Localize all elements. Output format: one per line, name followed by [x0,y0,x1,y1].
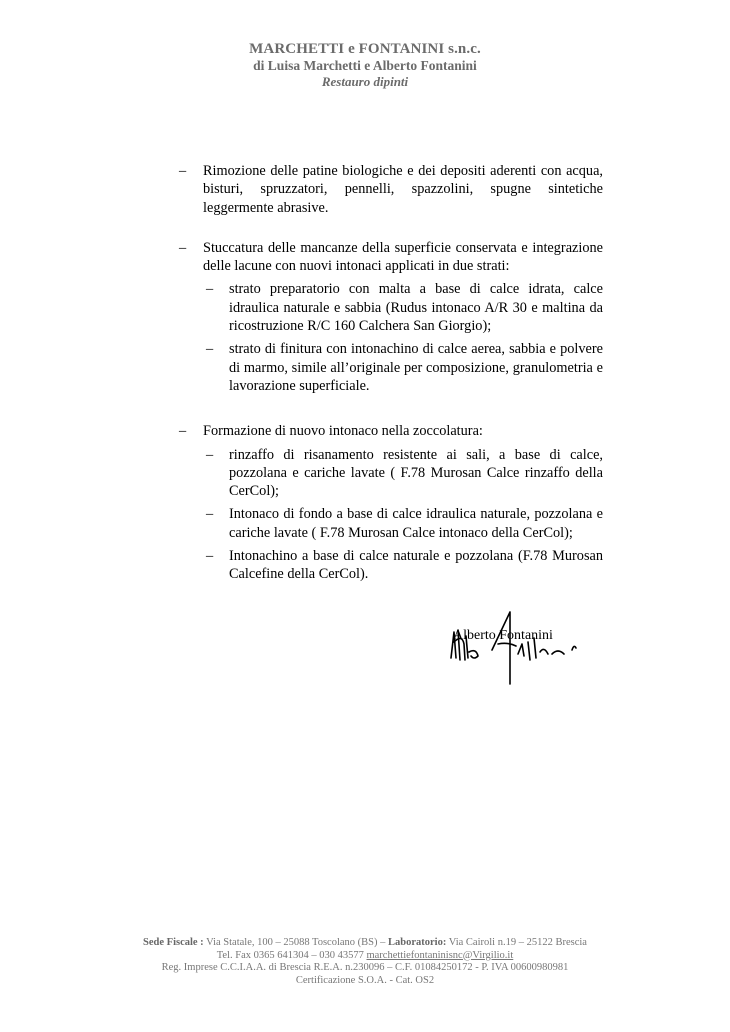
list-item-text: Rimozione delle patine biologiche e dei depositi aderenti con acqua, bisturi, spruzzatori, pennelli, spazzolini, spugne sintetiche leggermente abrasive. [203,163,603,216]
footer [0,937,730,987]
dash-bullet: – [179,163,187,179]
letterhead [0,41,730,89]
sublist-item-text: Intonaco di fondo a base di calce idraulica naturale, pozzolana e cariche lavate ( F.78 Murosan Calce intonaco della CerCol); [229,506,603,541]
footer-line-addresses [0,937,730,950]
list-item-text: Formazione di nuovo intonaco nella zoccolatura: [203,423,483,440]
footer-line-certification: Certificazione S.O.A. - Cat. OS2 [295,974,435,986]
dash-bullet: – [206,341,214,358]
footer-label-laboratorio: Laboratorio: [388,937,447,948]
list-item-text: Stuccatura delle mancanze della superficie conservata e integrazione delle lacune con nuovi intonaci applicati in due strati: [203,239,603,275]
dash-bullet: – [206,548,214,565]
footer-phone: Tel. Fax 0365 641304 – 030 43577 [216,949,367,961]
sublist [176,280,603,395]
sublist-item-text: strato preparatorio con malta a base di calce idrata, calce idraulica naturale e sabbia (Rudus intonaco A/R 30 e maltina da ricostruzione R/C 160 Calchera San Giorgio); [229,281,603,335]
sublist-item [176,446,603,501]
dash-bullet: – [206,506,214,523]
sublist-item-text: strato di finitura con intonachino di calce aerea, sabbia e polvere di marmo, simile all’originale per composizione, granulometria e lavorazione superficiale. [229,341,603,394]
sublist-item-text: rinzaffo di risanamento resistente ai sali, a base di calce, pozzolana e cariche lavate ( F.78 Murosan Calce rinzaffo della CerCol); [229,446,603,500]
signatory-name: Alberto Fontanini [453,628,553,643]
footer-sede-address: Via Statale, 100 – 25088 Toscolano (BS) – [203,937,389,948]
list-item [176,162,603,217]
signature-block [448,608,588,688]
sublist-item [176,505,603,542]
company-activity: Restauro dipinti [321,74,409,89]
list-item [176,422,603,440]
sublist-item-text: Intonachino a base di calce naturale e pozzolana (F.78 Murosan Calcefine della CerCol). [229,548,603,583]
sublist-item [176,547,603,584]
sublist [176,446,603,584]
list-item [176,239,603,276]
dash-bullet: – [206,281,214,298]
footer-lab-address: Via Cairoli n.19 – 25122 Brescia [446,937,587,948]
footer-line-registry: Reg. Imprese C.C.I.A.A. di Brescia R.E.A. n.230096 – C.F. 01084250172 - P. IVA 00600980981 [161,962,569,973]
dash-bullet: – [206,446,214,463]
dash-bullet: – [179,423,187,440]
dash-bullet: – [179,239,187,256]
sublist-item [176,280,603,335]
footer-label-sede: Sede Fiscale : [143,937,204,948]
handwritten-signature-icon [448,608,588,688]
company-name: MARCHETTI e FONTANINI s.n.c. [249,41,481,57]
company-owners: di Luisa Marchetti e Alberto Fontanini [253,58,477,73]
document-body [176,162,603,589]
footer-email-link[interactable]: marchettiefontaninisnc@Virgilio.it [366,949,514,961]
sublist-item [176,340,603,395]
footer-line-contacts [0,950,730,963]
